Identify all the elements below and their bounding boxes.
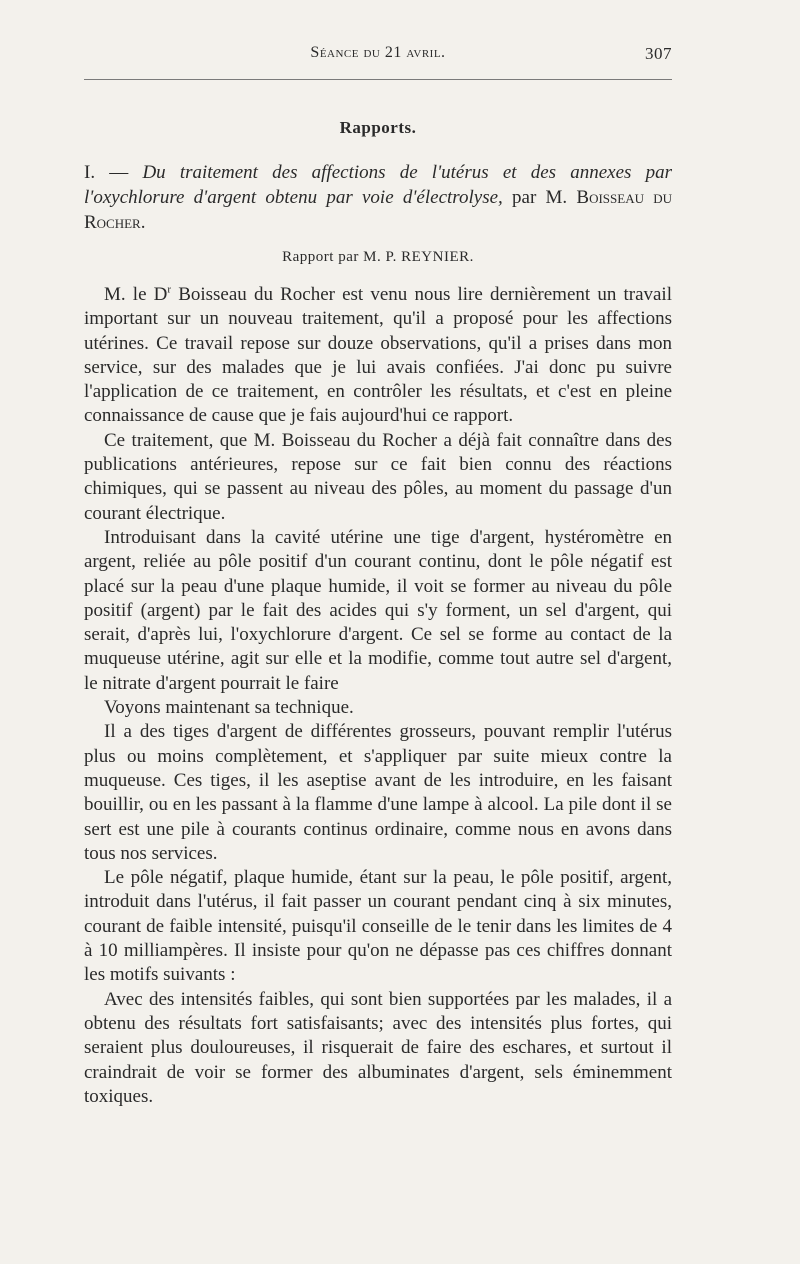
report-heading	[84, 160, 672, 235]
paragraph-3: Introduisant dans la cavité utérine une tige d'argent, hystéromètre en argent, reliée au pôle positif d'un courant continu, dont le pôle négatif est placé sur la peau d'une plaque humide, il voit se former au niveau du pôle positif (argent) par le fait des acides qui s'y forment, un sel d'argent, qui serait, d'après lui, l'oxychlorure d'argent. Ce sel se forme au contact de la muqueuse utérine, agit sur elle et la modifie, comme tout autre sel d'argent, le nitrate d'argent pourrait le faire	[84, 526, 672, 694]
page-header	[84, 44, 672, 72]
paragraph-1	[84, 283, 672, 429]
paragraph-5: Il a des tiges d'argent de différentes grosseurs, pouvant remplir l'utérus plus ou moins complètement, et s'appliquer par suite mieux contre la muqueuse. Ces tiges, il les aseptise avant de les introduire, en les faisant bouillir, ou en les passant à la flamme d'une lampe à alcool. La pile dont il se sert est une pile à courants continus ordinaire, comme nous en avons dans tous nos services.	[84, 721, 672, 864]
rapporteur-line: Rapport par M. P. REYNIER.	[282, 249, 474, 265]
running-title: Séance du 21 avril.	[310, 44, 446, 61]
paragraph-2: Ce traitement, que M. Boisseau du Rocher a déjà fait connaître dans des publications antérieures, repose sur ce fait bien connu des réactions chimiques, qui se passent au niveau des pôles, au moment du passage d'un courant électrique.	[84, 429, 672, 524]
page-number: 307	[645, 44, 672, 63]
report-number: I. —	[84, 162, 143, 183]
paragraph-7: Avec des intensités faibles, qui sont bien supportées par les malades, il a obtenu des résultats fort satisfaisants; avec des intensités plus fortes, qui seraient plus douloureuses, il risquerait de faire des eschares, et surtout il craindrait de voir se former des albuminates d'argent, sels éminemment toxiques.	[84, 988, 672, 1107]
paragraph-1-rest: Boisseau du Rocher est venu nous lire dernièrement un travail important sur un nouveau traitement, qu'il a proposé pour les affections utérines. Ce travail repose sur douze observations, qu'il a prises dans mon service, sur des malades que je lui avais confiées. J'ai donc pu suivre l'application de ce traitement, en contrôler les résultats, et c'est en pleine connaissance de cause que je fais aujourd'hui ce rapport.	[84, 284, 672, 427]
paragraph-1-sup: r	[167, 283, 172, 296]
report-body	[84, 283, 672, 1109]
report-title: Du traitement des affections de l'utérus et des annexes par l'oxychlorure d'argent obtenu par voie d'électrolyse,	[84, 162, 672, 208]
report-by: par M.	[502, 187, 577, 208]
section-title: Rapports.	[339, 118, 417, 137]
paragraph-6: Le pôle négatif, plaque humide, étant sur la peau, le pôle positif, argent, introduit dans l'utérus, il fait passer un courant pendant cinq à six minutes, courant de faible intensité, puisqu'il conseille de le tenir dans les limites de 4 à 10 milliampères. Il insiste pour qu'on ne dépasse pas ces chiffres donnant les motifs suivants :	[84, 867, 672, 986]
header-rule	[84, 79, 672, 80]
paragraph-4: Voyons maintenant sa technique.	[104, 697, 354, 719]
report-author: Boisseau du Rocher.	[84, 187, 672, 233]
paragraph-1-start: M. le D	[104, 284, 168, 305]
